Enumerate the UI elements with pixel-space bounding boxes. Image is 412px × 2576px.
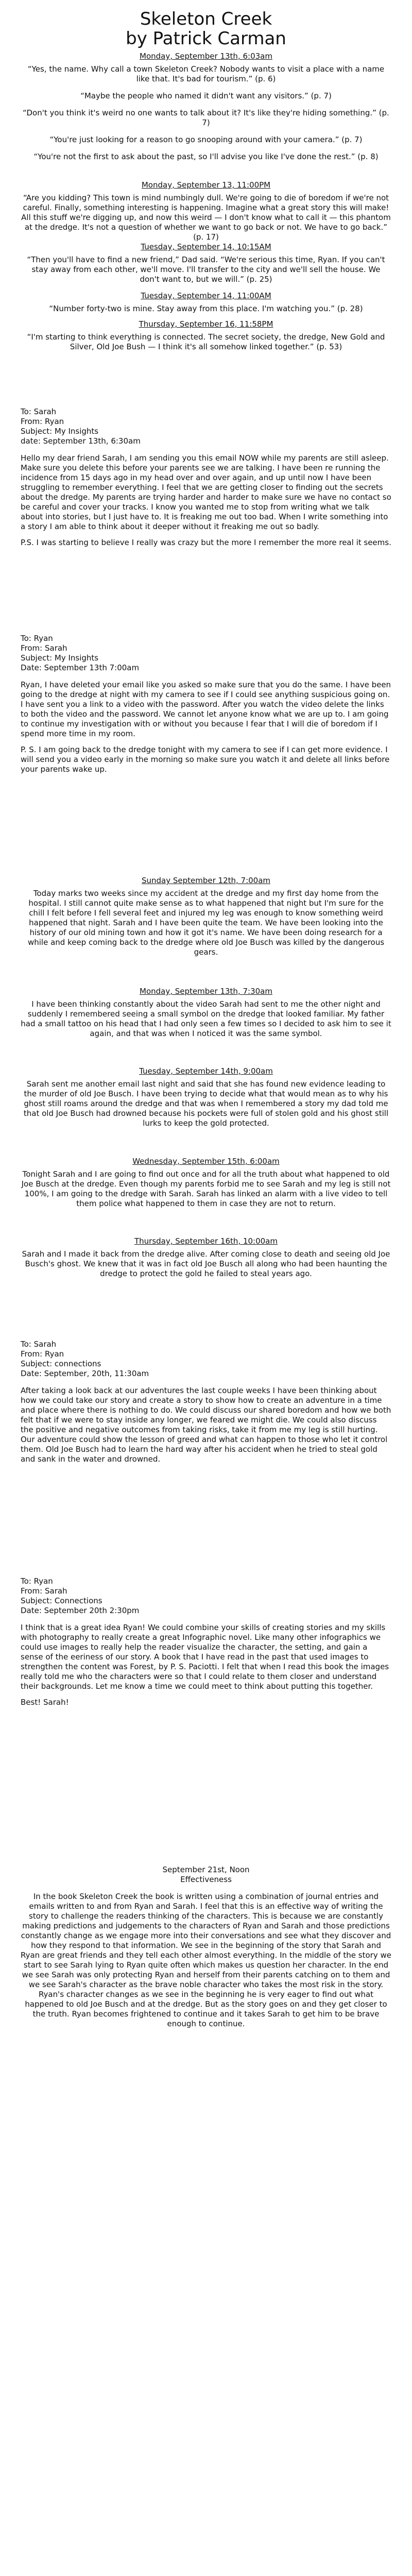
effectiveness-heading: Effectiveness [180,1875,232,1884]
title [0,9,412,48]
email-paragraph: I think that is a great idea Ryan! We could combine your skills of creating stories and my skills with photography to really create a great Infographic novel. Like many other infographics we could use images to really help the reader visualize the character, the setting, and gain a sense of the eeriness of our story. A book that I have read in the past that used images to strengthen the content was Forest, by P. S. Paciotti. I felt that when I read this book the images really told me who the characters were so that I could relate to them closer and understand their backgrounds. Let me know a time we could meet to think about putting this together. [21,1623,389,1691]
journal-entry-4 [21,1236,391,1286]
email-paragraph: Best! Sarah! [21,1698,69,1707]
email-from: From: Ryan [21,417,64,426]
excerpt-date: Tuesday, September 14, 11:00AM [141,291,271,300]
excerpt-quote: “You're not the first to ask about the past, so I'll advise you like I've done the rest.” (p. 8) [33,152,379,161]
journal-entry-0 [21,876,391,964]
excerpt-4 [21,319,391,359]
email-paragraph: After taking a look back at our adventures the last couple weeks I have been thinking about how we could take our story and create a story to show how to create an adventure in a time and place where there is nothing to do. We could discuss our shared boredom and how we both felt that if we were to stay inside any longer, we feared we might die. We could also discuss the positive and negative outcomes from taking risks, take it from me my leg is still hurting. Our adventure could show the lesson of greed and what can happen to those who let it control them. Old Joe Busch had to learn the hard way after his accident when he tried to steal gold and sank in the water and drowned. [21,1386,391,1464]
journal-text: Sarah and I made it back from the dredge alive. After coming close to death and seeing old Joe Busch's ghost. We knew that it was in fact old Joe Busch all along who had been haunting the dredge to protect the gold he failed to steal years ago. [22,1249,390,1278]
email-paragraph: P. S. I am going back to the dredge tonight with my camera to see if I can get more evidence. I will send you a video early in the morning so make sure you watch it and delete all links before your parents wake up. [21,745,390,774]
email-to: To: Sarah [21,1340,57,1349]
email-from: From: Ryan [21,1349,64,1359]
email-subject: Subject: Connections [21,1596,102,1605]
excerpt-quote: “Then you'll have to find a new friend,” Dad said. “We're serious this time, Ryan. If you can't stay away from each other, we'll move. I'll transfer to the city and we'll sell the house. We don't want to, but we will.” (p. 25) [27,255,385,284]
title-author: by Patrick Carman [126,28,286,49]
email-paragraph: Ryan, I have deleted your email like you asked so make sure that you do the same. I have been going to the dredge at night with my camera to see if I could see anything suspicious going on. I have sent you a link to a video with the password. After you watch the video delete the links to both the video and the password. We cannot let anyone know what we are up to. I am going to continue my investigation with or without you because I fear that I will die of boredom if I spend more time in my room. [21,680,391,738]
email-subject: Subject: My Insights [21,653,99,663]
journal-text: Sarah sent me another email last night and said that she has found new evidence leading to the murder of old Joe Busch. I have been trying to decide what that would mean as to why his ghost still roams around the dredge and that was when I remembered a story my dad told me that old Joe Busch had drowned because his pockets were full of stolen gold and his ghost still lurks to keep the gold protected. [23,1079,389,1128]
effectiveness-section [21,1865,391,2035]
email-to: To: Ryan [21,1577,53,1586]
email-ryan-to-sarah [21,407,391,554]
excerpt-quote: “Don't you think it's weird no one wants to talk about it? It's like they're hiding something.” (p. 7) [23,108,389,127]
journal-date: Tuesday, September 14th, 9:00am [139,1066,273,1076]
excerpt-1 [21,180,391,249]
excerpt-quote: “I'm starting to think everything is connected. The secret society, the dredge, New Gold and Silver, Old Joe Bush — I think it's all somehow linked together.” (p. 53) [27,332,385,351]
email-date: Date: September, 20th, 11:30am [21,1369,149,1378]
email-date: Date: September 13th 7:00am [21,663,140,672]
email-to: To: Ryan [21,634,53,643]
email-to: To: Sarah [21,407,57,416]
email-paragraph: Hello my dear friend Sarah, I am sending you this email NOW while my parents are still asleep. Make sure you delete this before your parents see we are talking. I have been re running the incidence from 15 days ago in my head over and over again, and up until now I have been struggling to remember everything. I feel that we are getting closer to finding out the secrets about the dredge. My parents are trying harder and harder to make sure we have no contact so be careful and cover your tracks. I know you wanted me to stop from writing what we talk about into stories, but I just have to. It is freaking me out too bad. When I write something into a story I am able to think about it deeper without it freaking me out so badly. [21,453,391,531]
excerpt-date: Monday, September 13th, 6:03am [140,52,272,61]
effectiveness-text: In the book Skeleton Creek the book is written using a combination of journal entries and emails written to and from Ryan and Sarah. I feel that this is an effective way of writing the story to challenge the readers thinking of the characters. This is because we are constantly making predictions and judgements to the characters of Ryan and Sarah and those predictions constantly change as we engage more into their conversations and see what they discover and how they respond to that information. We see in the beginning of the story that Sarah and Ryan are great friends and they tell each other almost everything. In the middle of the story we start to see Sarah lying to Ryan quite often which makes us question her character. In the end we see Sarah was only protecting Ryan and herself from their parents catching on to them and we see Sarah's character as the brave noble character who takes the most risk in the story. Ryan's character changes as we see in the beginning he is very eager to find out what happened to old Joe Busch and at the dredge. But as the story goes on and they get closer to the truth. Ryan becomes frightened to continue and it takes Sarah to get him to be brave enough to continue. [21,1892,391,2028]
email-subject: Subject: connections [21,1359,101,1368]
email-subject: Subject: My Insights [21,427,99,436]
email-connections-ryan [21,1340,391,1470]
excerpt-quote: “Yes, the name. Why call a town Skeleton Creek? Nobody wants to visit a place with a name like that. It's bad for tourism.” (p. 6) [27,64,385,83]
excerpt-date: Monday, September 13, 11:00PM [141,180,271,190]
journal-entry-3 [21,1157,391,1216]
excerpt-date: Tuesday, September 14, 10:15AM [141,242,271,251]
excerpt-date: Thursday, September 16, 11:58PM [139,319,273,329]
journal-date: Monday, September 13th, 7:30am [140,987,272,996]
title-book: Skeleton Creek [140,9,272,29]
journal-text: Tonight Sarah and I are going to find out once and for all the truth about what happened to old Joe Busch at the dredge. Even though my parents forbid me to see Sarah and my leg is still not 100%, I am going to the dredge with Sarah. Sarah has linked an alarm with a live video to tell them police what happened to them in case they are not to return. [21,1170,391,1208]
journal-date: Thursday, September 16th, 10:00am [134,1236,278,1246]
excerpt-quote: “Number forty-two is mine. Stay away from this place. I'm watching you.” (p. 28) [49,304,363,313]
journal-date: Sunday September 12th, 7:00am [141,876,271,885]
email-paragraph: P.S. I was starting to believe I really was crazy but the more I remember the more real it seems. [21,538,391,547]
email-date: date: September 13th, 6:30am [21,436,141,446]
journal-entry-2 [21,1066,391,1136]
journal-text: Today marks two weeks since my accident at the dredge and my first day home from the hospital. I still cannot quite make sense as to what happened that night but I'm sure for the chill I felt before I fell several feet and injured my leg was enough to know something weird happened that night. Sarah and I have been quite the team. We have been looking into the history of our old mining town and how it got it's name. We have been doing research for a while and keep coming back to the dredge where old Joe Busch was killed by the dangerous gears. [27,889,385,957]
email-connections-sarah [21,1577,391,1714]
effectiveness-date: September 21st, Noon [162,1865,250,1874]
excerpt-quote: “You're just looking for a reason to go snooping around with your camera.” (p. 7) [49,135,363,144]
email-from: From: Sarah [21,1586,67,1596]
email-sarah-to-ryan [21,634,391,781]
journal-text: I have been thinking constantly about the video Sarah had sent to me the other night and suddenly I remembered seeing a small symbol on the dredge that looked familiar. My father had a small tattoo on his head that I had only seen a few times so I decided to ask him to see it again, and that was when I noticed it was the same symbol. [21,999,391,1038]
excerpt-0 [21,52,391,169]
excerpt-2 [21,242,391,292]
excerpt-3 [21,291,391,321]
journal-date: Wednesday, September 15th, 6:00am [132,1157,280,1166]
email-from: From: Sarah [21,643,67,653]
journal-entry-1 [21,987,391,1046]
excerpt-quote: “Are you kidding? This town is mind numbingly dull. We're going to die of boredom if we're not careful. Finally, something interesting is happening. Imagine what a great story this will make! All this stuff we're digging up, and now this weird — I don't know what to call it — this phantom at the dredge. It's not a question of whether we want to go back or not. We have to go back.” (p. 17) [21,193,391,242]
email-date: Date: September 20th 2:30pm [21,1606,140,1615]
excerpt-quote: “Maybe the people who named it didn't want any visitors.” (p. 7) [80,91,332,100]
